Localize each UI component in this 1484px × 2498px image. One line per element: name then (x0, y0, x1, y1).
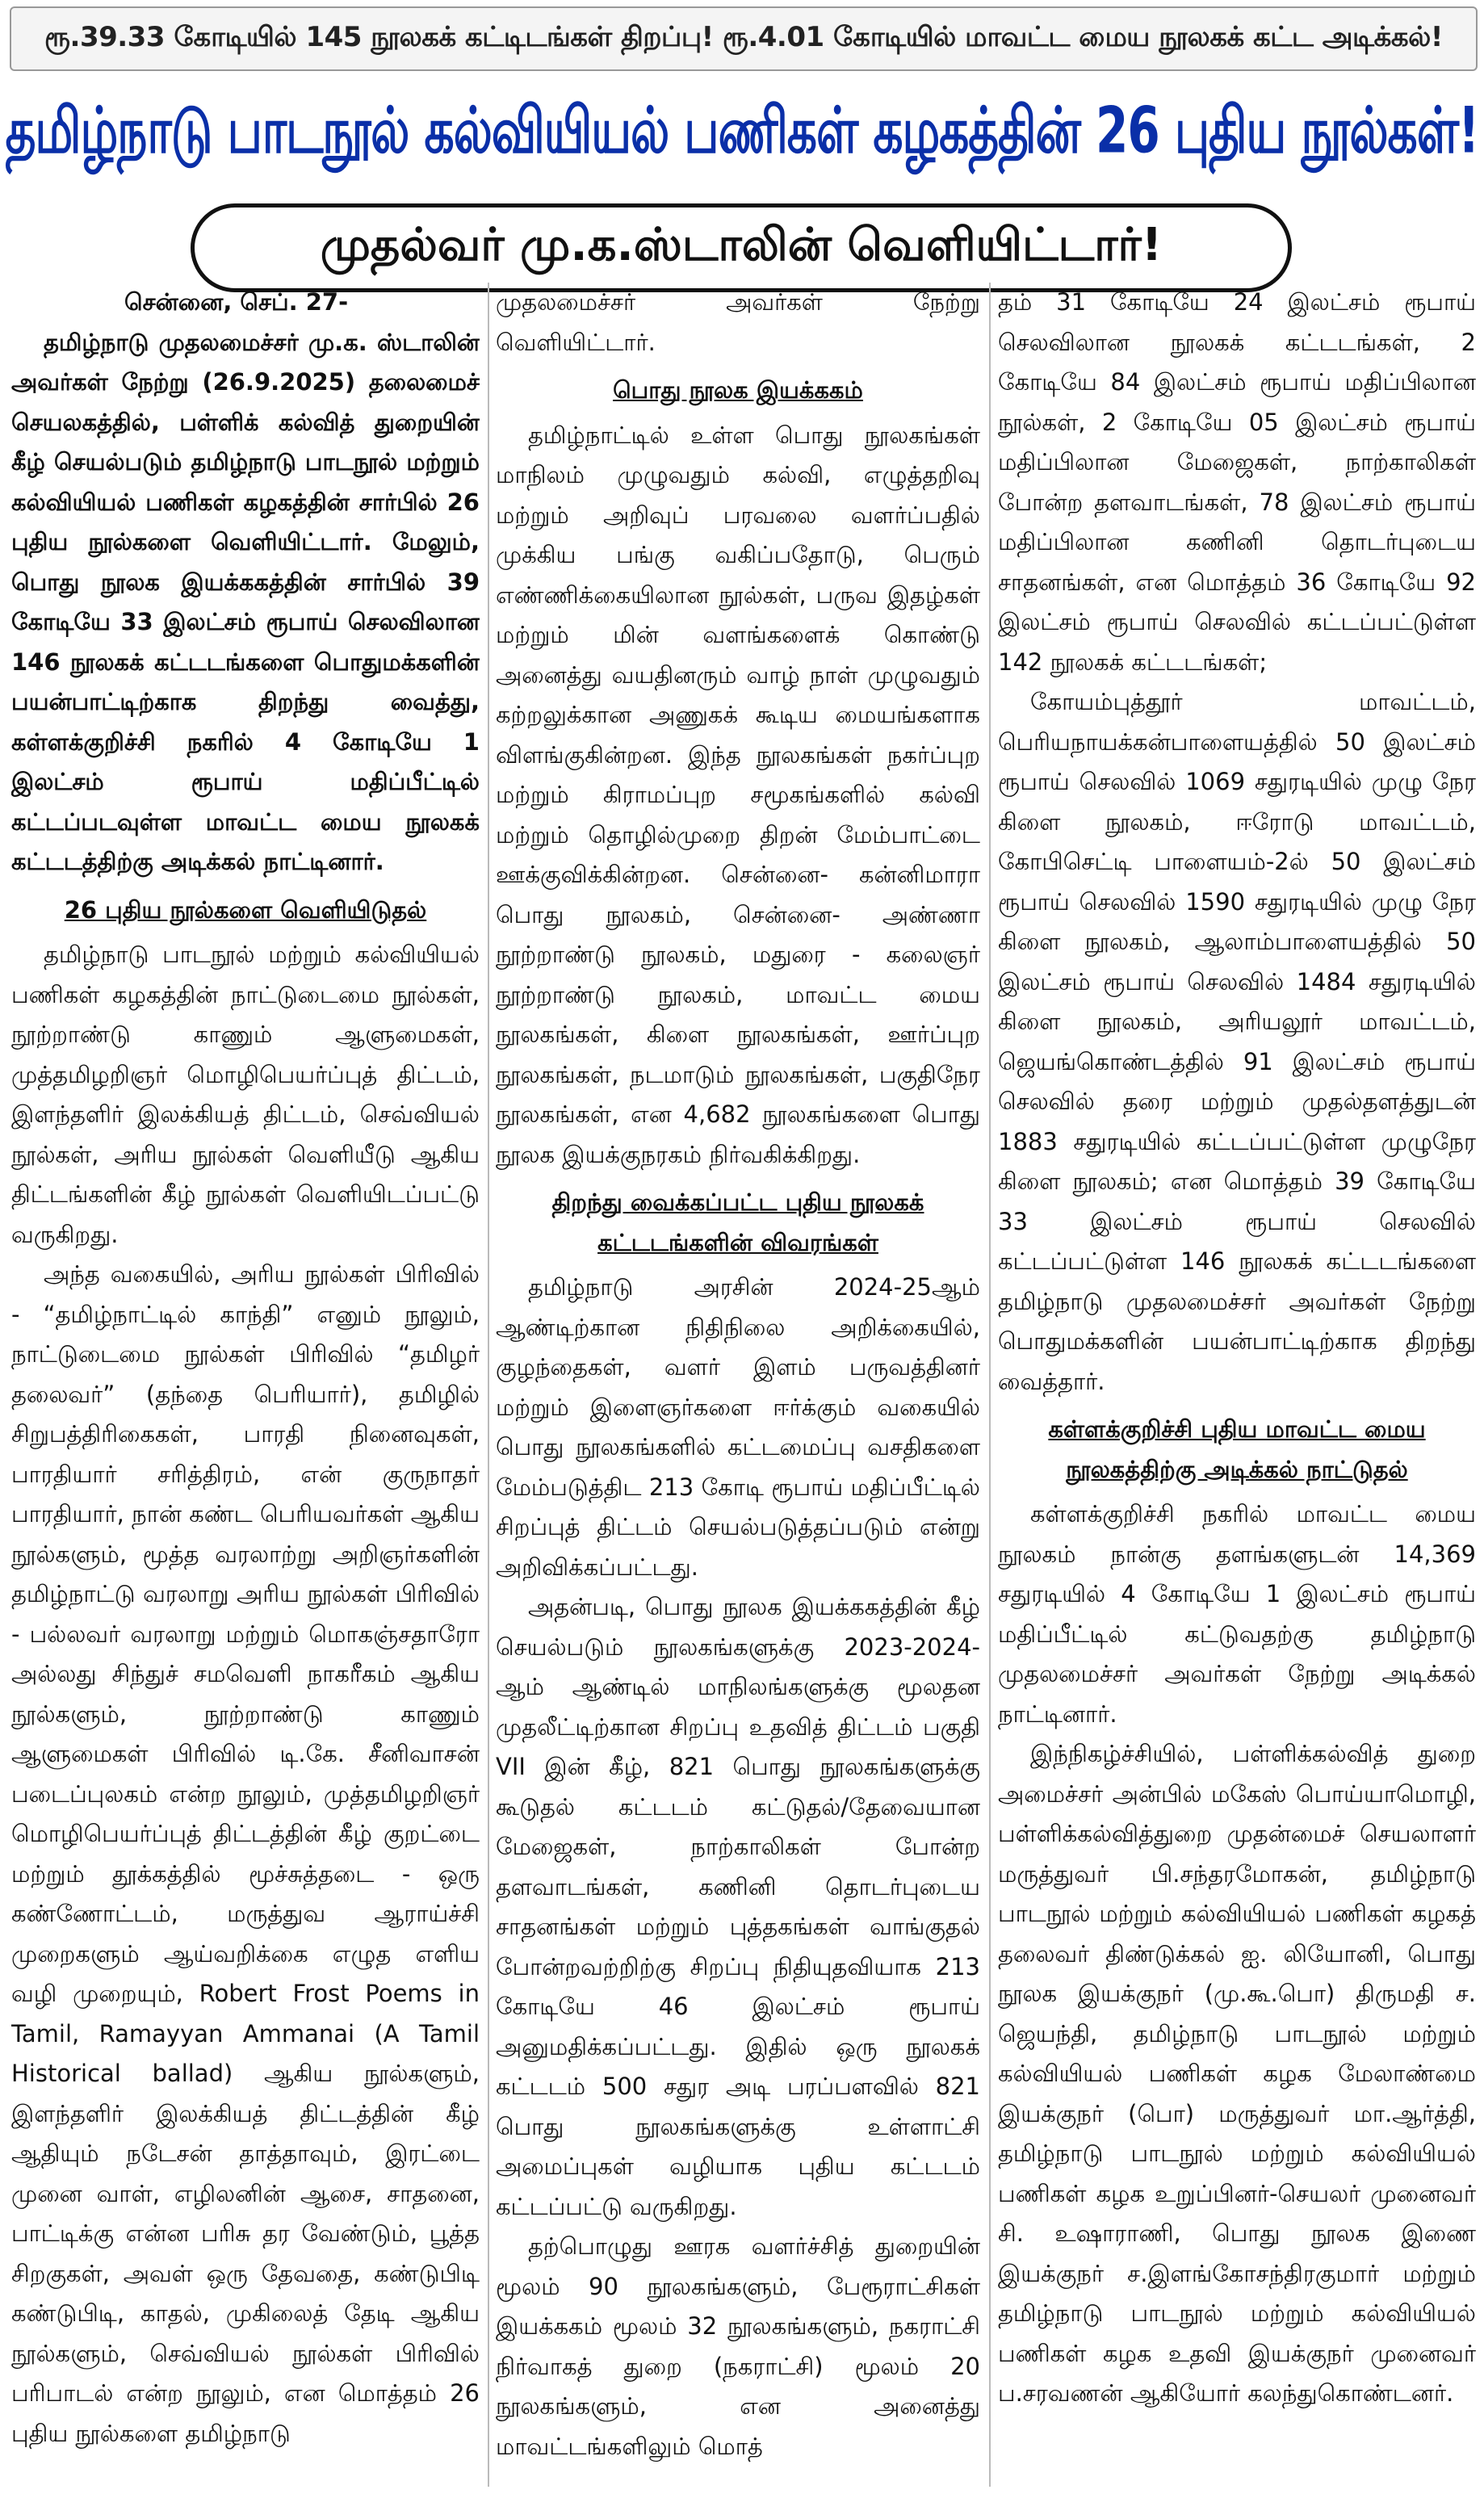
top-banner-text: ரூ.39.33 கோடியில் 145 நூலகக் கட்டிடங்கள் திறப்பு! ரூ.4.01 கோடியில் மாவட்ட மைய நூலகக் கட்ட அடிக்கல்! (44, 21, 1443, 53)
subheadline-box (191, 203, 1292, 292)
article-paragraph: கோயம்புத்தூர் மாவட்டம், பெரியநாயக்கன்பாளையத்தில் 50 இலட்சம் ரூபாய் செலவில் 1069 சதுரடியில் முழு நேர கிளை நூலகம், ஈரோடு மாவட்டம், கோபிசெட்டி பாளையம்-2ல் 50 இலட்சம் ரூபாய் செலவில் 1590 சதுரடியில் முழு நேர கிளை நூலகம், ஆலாம்பாளையத்தில் 50 இலட்சம் ரூபாய் செலவில் 1484 சதுரடியில் கிளை நூலகம், அரியலூர் மாவட்டம், ஜெயங்கொண்டத்தில் 91 இலட்சம் ரூபாய் செலவில் தரை மற்றும் முதல்தளத்துடன் 1883 சதுரடியில் கட்டப்பட்டுள்ள முழுநேர கிளை நூலகம்; என மொத்தம் 39 கோடியே 33 இலட்சம் ரூபாய் செலவில் கட்டப்பட்டுள்ள 146 நூலகக் கட்டடங்களை தமிழ்நாடு முதலமைச்சர் அவர்கள் நேற்று பொதுமக்களின் பயன்பாட்டிற்காக திறந்து வைத்தார். (998, 688, 1476, 1395)
column-divider (989, 283, 991, 2487)
article-paragraph: தமிழ்நாடு அரசின் 2024-25ஆம் ஆண்டிற்கான நிதிநிலை அறிக்கையில், குழந்தைகள், வளர் இளம் பருவத்தினர் மற்றும் இளைஞர்களை ஈர்க்கும் வகையில் பொது நூலகங்களில் கட்டமைப்பு வசதிகளை மேம்படுத்திட 213 கோடி ரூபாய் மதிப்பீட்டில் சிறப்புத் திட்டம் செயல்படுத்தப்படும் என்று அறிவிக்கப்பட்டது. (496, 1273, 980, 1581)
headline-text: தமிழ்நாடு பாடநூல் கல்வியியல் பணிகள் கழகத்தின் 26 புதிய நூல்கள்! (5, 93, 1479, 168)
section-subtitle: கள்ளக்குறிச்சி புதிய மாவட்ட மைய நூலகத்திற்கு அடிக்கல் நாட்டுதல் (1048, 1415, 1426, 1483)
headline (5, 90, 1479, 179)
article-paragraph: கள்ளக்குறிச்சி நகரில் மாவட்ட மைய நூலகம் நான்கு தளங்களுடன் 14,369 சதுரடியில் 4 கோடியே 1 இலட்சம் ரூபாய் மதிப்பீட்டில் கட்டுவதற்கு தமிழ்நாடு முதலமைச்சர் அவர்கள் நேற்று அடிக்கல் நாட்டினார். (998, 1500, 1476, 1728)
article-paragraph: அதன்படி, பொது நூலக இயக்ககத்தின் கீழ் செயல்படும் நூலகங்களுக்கு 2023-2024-ஆம் ஆண்டில் மாநிலங்களுக்கு மூலதன முதலீட்டிற்கான சிறப்பு உதவித் திட்டம் பகுதி VII இன் கீழ், 821 பொது நூலகங்களுக்கு கூடுதல் கட்டடம் கட்டுதல்/தேவையான மேஜைகள், நாற்காலிகள் போன்ற தளவாடங்கள், கணினி தொடர்புடைய சாதனங்கள் மற்றும் புத்தகங்கள் வாங்குதல் போன்றவற்றிற்கு சிறப்பு நிதியுதவியாக 213 கோடியே 46 இலட்சம் ரூபாய் அனுமதிக்கப்பட்டது. இதில் ஒரு நூலகக் கட்டடம் 500 சதுர அடி பரப்பளவில் 821 பொது நூலகங்களுக்கு உள்ளாட்சி அமைப்புகள் வழியாக புதிய கட்டடம் கட்டப்பட்டு வருகிறது. (496, 1593, 980, 2220)
article-column-3 (998, 283, 1476, 2487)
article-paragraph: தற்பொழுது ஊரக வளர்ச்சித் துறையின் மூலம் 90 நூலகங்களும், பேரூராட்சிகள் இயக்ககம் மூலம் 32 நூலகங்களும், நகராட்சி நிர்வாகத் துறை (நகராட்சி) மூலம் 20 நூலகங்களும், என அனைத்து மாவட்டங்களிலும் மொத் (496, 2232, 980, 2460)
article-lead: தமிழ்நாடு முதலமைச்சர் மு.க. ஸ்டாலின் அவர்கள் நேற்று (26.9.2025) தலைமைச் செயலகத்தில், பள்ளிக் கல்வித் துறையின் கீழ் செயல்படும் தமிழ்நாடு பாடநூல் மற்றும் கல்வியியல் பணிகள் கழகத்தின் சார்பில் 26 புதிய நூல்களை வெளியிட்டார். மேலும், பொது நூலக இயக்ககத்தின் சார்பில் 39 கோடியே 33 இலட்சம் ரூபாய் செலவிலான 146 நூலகக் கட்டடங்களை பொதுமக்களின் பயன்பாட்டிற்காக திறந்து வைத்து, கள்ளக்குறிச்சி நகரில் 4 கோடியே 1 இலட்சம் ரூபாய் மதிப்பீட்டில் கட்டப்படவுள்ள மாவட்ட மைய நூலகக் கட்டடத்திற்கு அடிக்கல் நாட்டினார். (11, 328, 480, 875)
article-column-1 (11, 283, 480, 2487)
article-paragraph: தமிழ்நாட்டில் உள்ள பொது நூலகங்கள் மாநிலம் முழுவதும் கல்வி, எழுத்தறிவு மற்றும் அறிவுப் பரவலை வளர்ப்பதில் முக்கிய பங்கு வகிப்பதோடு, பெரும் எண்ணிக்கையிலான நூல்கள், பருவ இதழ்கள் மற்றும் மின் வளங்களைக் கொண்டு அனைத்து வயதினரும் வாழ் நாள் முழுவதும் கற்றலுக்கான அணுகக் கூடிய மையங்களாக விளங்குகின்றன. இந்த நூலகங்கள் நகர்ப்புற மற்றும் கிராமப்புற சமூகங்களில் கல்வி மற்றும் தொழில்முறை திறன் மேம்பாட்டை ஊக்குவிக்கின்றன. சென்னை- கன்னிமாரா பொது நூலகம், சென்னை- அண்ணா நூற்றாண்டு நூலகம், மதுரை - கலைஞர் நூற்றாண்டு நூலகம், மாவட்ட மைய நூலகங்கள், கிளை நூலகங்கள், ஊர்ப்புற நூலகங்கள், நடமாடும் நூலகங்கள், பகுதிநேர நூலகங்கள், என 4,682 நூலகங்களை பொது நூலக இயக்குநரகம் நிர்வகிக்கிறது. (496, 421, 980, 1168)
article-paragraph: தமிழ்நாடு பாடநூல் மற்றும் கல்வியியல் பணிகள் கழகத்தின் நாட்டுடைமை நூல்கள், நூற்றாண்டு காணும் ஆளுமைகள், முத்தமிழறிஞர் மொழிபெயர்ப்புத் திட்டம், இளந்தளிர் இலக்கியத் திட்டம், செவ்வியல் நூல்கள், அரிய நூல்கள் வெளியீடு ஆகிய திட்டங்களின் கீழ் நூல்கள் வெளியிடப்பட்டு வருகிறது. (11, 941, 480, 1248)
article-paragraph: அந்த வகையில், அரிய நூல்கள் பிரிவில் - “தமிழ்நாட்டில் காந்தி” எனும் நூலும், நாட்டுடைமை நூல்கள் பிரிவில் “தமிழர் தலைவர்” (தந்தை பெரியார்), தமிழில் சிறுபத்திரிகைகள், பாரதி நினைவுகள், பாரதியார் சரித்திரம், என் குருநாதர் பாரதியார், நான் கண்ட பெரியவர்கள் ஆகிய நூல்களும், மூத்த வரலாற்று அறிஞர்களின் தமிழ்நாட்டு வரலாறு அரிய நூல்கள் பிரிவில் - பல்லவர் வரலாறு மற்றும் மொகஞ்சதாரோ அல்லது சிந்துச் சமவெளி நாகரீகம் ஆகிய நூல்களும், நூற்றாண்டு காணும் ஆளுமைகள் பிரிவில் டி.கே. சீனிவாசன் படைப்புலகம் என்ற நூலும், முத்தமிழறிஞர் மொழிபெயர்ப்புத் திட்டத்தின் கீழ் குறட்டை மற்றும் தூக்கத்தில் மூச்சுத்தடை - ஒரு கண்ணோட்டம், மருத்துவ ஆராய்ச்சி முறைகளும் ஆய்வறிக்கை எழுத எளிய வழி முறையும், Robert Frost Poems in Tamil, Ramayyan Ammanai (A Tamil Historical ballad) ஆகிய நூல்களும், இளந்தளிர் இலக்கியத் திட்டத்தின் கீழ் ஆதியும் நடேசன் தாத்தாவும், இரட்டை முனை வாள், எழிலனின் ஆசை, சாதனை, பாட்டிக்கு என்ன பரிசு தர வேண்டும், பூத்த சிறகுகள், அவள் ஒரு தேவதை, கண்டுபிடி கண்டுபிடி, காதல், முகிலைத் தேடி ஆகிய நூல்களும், செவ்வியல் நூல்கள் பிரிவில் பரிபாடல் என்ற நூலும், என மொத்தம் 26 புதிய நூல்களை தமிழ்நாடு (11, 1260, 480, 2447)
article-paragraph: தம் 31 கோடியே 24 இலட்சம் ரூபாய் செலவிலான நூலகக் கட்டடங்கள், 2 கோடியே 84 இலட்சம் ரூபாய் மதிப்பிலான நூல்கள், 2 கோடியே 05 இலட்சம் ரூபாய் மதிப்பிலான மேஜைகள், நாற்காலிகள் போன்ற தளவாடங்கள், 78 இலட்சம் ரூபாய் மதிப்பிலான கணினி தொடர்புடைய சாதனங்கள், என மொத்தம் 36 கோடியே 92 இலட்சம் ரூபாய் செலவில் கட்டப்பட்டுள்ள 142 நூலகக் கட்டடங்கள்; (998, 288, 1476, 676)
article-paragraph: இந்நிகழ்ச்சியில், பள்ளிக்கல்வித் துறை அமைச்சர் அன்பில் மகேஸ் பொய்யாமொழி, பள்ளிக்கல்வித்துறை முதன்மைச் செயலாளர் மருத்துவர் பி.சந்தரமோகன், தமிழ்நாடு பாடநூல் மற்றும் கல்வியியல் பணிகள் கழகத் தலைவர் திண்டுக்கல் ஐ. லியோனி, பொது நூலக இயக்குநர் (மு.கூ.பொ) திருமதி ச. ஜெயந்தி, தமிழ்நாடு பாடநூல் மற்றும் கல்வியியல் பணிகள் கழக மேலாண்மை இயக்குநர் (பொ) மருத்துவர் மா.ஆர்த்தி, தமிழ்நாடு பாடநூல் மற்றும் கல்வியியல் பணிகள் கழக உறுப்பினர்-செயலர் முனைவர் சி. உஷாராணி, பொது நூலக இணை இயக்குநர் ச.இளங்கோசந்திரகுமார் மற்றும் தமிழ்நாடு பாடநூல் மற்றும் கல்வியியல் பணிகள் கழக உதவி இயக்குநர் முனைவர் ப.சரவணன் ஆகியோர் கலந்துகொண்டனர். (998, 1740, 1476, 2407)
column-divider (488, 283, 489, 2487)
subheadline-text: முதல்வர் மு.க.ஸ்டாலின் வெளியிட்டார்! (320, 219, 1163, 271)
top-banner (10, 6, 1478, 71)
section-subtitle: 26 புதிய நூல்களை வெளியிடுதல் (64, 895, 427, 924)
article-paragraph: முதலமைச்சர் அவர்கள் நேற்று வெளியிட்டார். (496, 288, 980, 356)
dateline: சென்னை, செப். 27- (124, 288, 349, 316)
article-columns (11, 283, 1476, 2487)
section-subtitle: திறந்து வைக்கப்பட்ட புதிய நூலகக் கட்டடங்களின் விவரங்கள் (551, 1188, 924, 1256)
article-column-2 (496, 283, 980, 2487)
section-subtitle: பொது நூலக இயக்ககம் (613, 376, 863, 404)
